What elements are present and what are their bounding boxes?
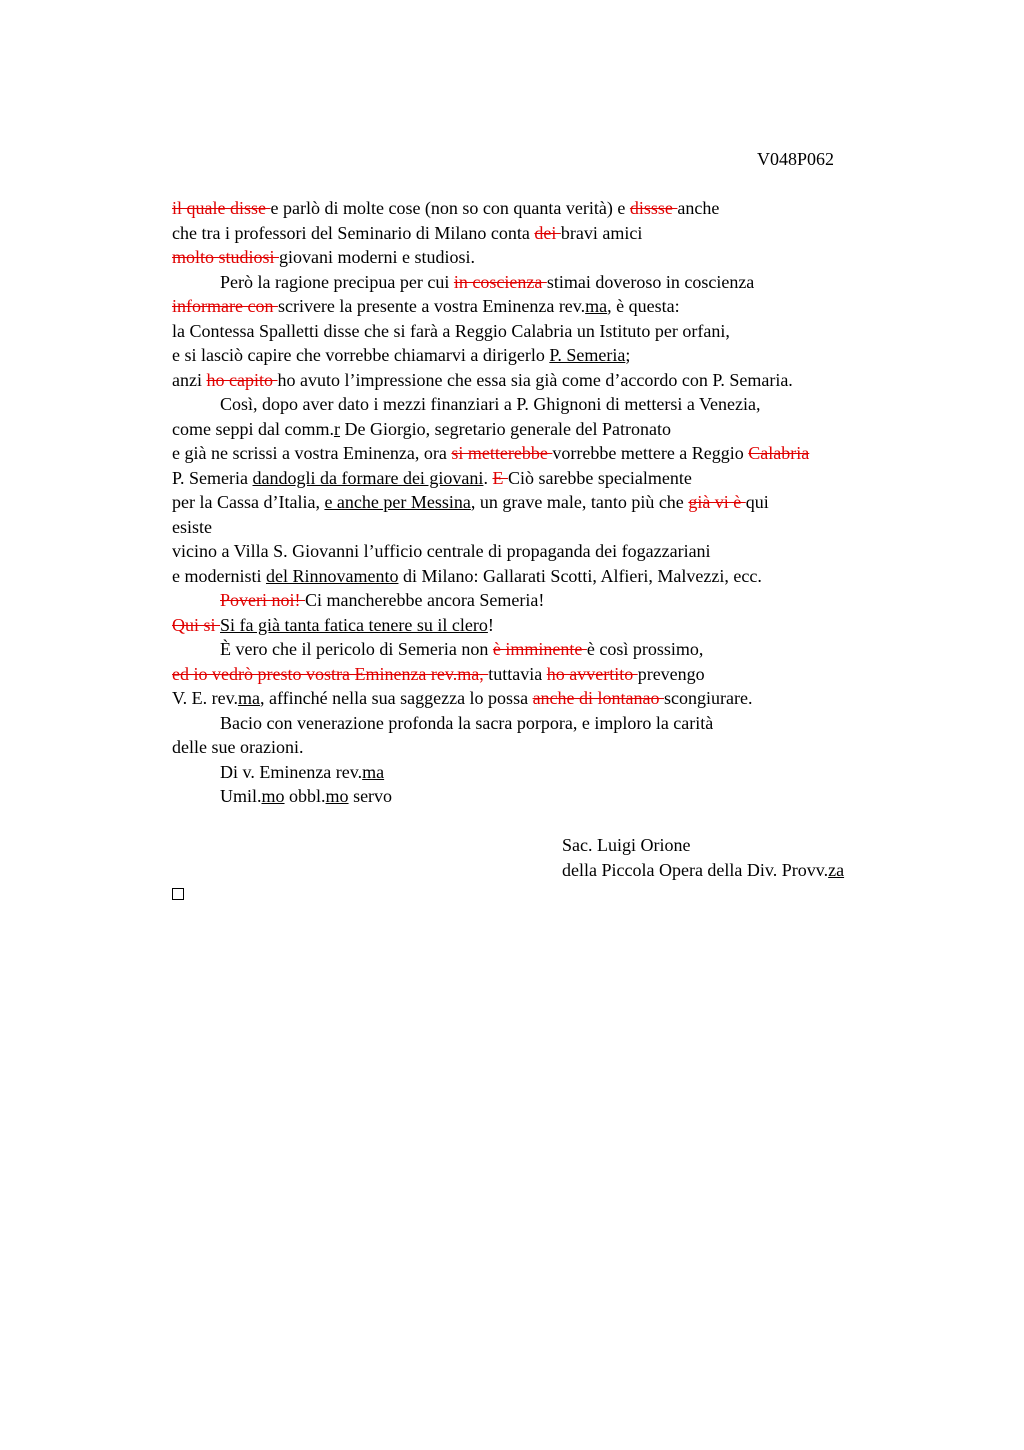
underlined-text: P. Semeria [549, 345, 626, 365]
text-segment: che tra i professori del Seminario di Milano conta [172, 222, 535, 243]
deleted-text: Qui si [172, 614, 221, 635]
end-mark [172, 882, 932, 907]
deleted-text: ho avvertito [546, 663, 638, 684]
text-segment: vicino a Villa S. Giovanni l’ufficio centrale di propaganda dei fogazzariani [172, 541, 711, 561]
underlined-text: mo [325, 786, 349, 806]
text-segment: De Giorgio, segretario generale del Patronato [339, 418, 672, 439]
underlined-text: ma [238, 688, 260, 708]
deleted-text: Poveri noi! [220, 590, 305, 610]
letter-line [172, 735, 932, 760]
deleted-text: ho capito [206, 369, 278, 390]
text-segment: vorrebbe mettere a Reggio [552, 443, 749, 463]
deleted-text: molto studiosi [172, 247, 280, 267]
letter-line [172, 441, 932, 466]
text-segment: Ci mancherebbe ancora Semeria! [305, 590, 545, 610]
letter-line [172, 343, 932, 368]
underlined-text: za [828, 859, 845, 880]
letter-line [172, 564, 932, 589]
text-segment: di Milano: Gallarati Scotti, Alfieri, Malvezzi, ecc. [398, 565, 762, 586]
text-segment: giovani moderni e studiosi. [279, 247, 475, 267]
underlined-text: Si fa già tanta fatica tenere su il clero [220, 614, 488, 635]
text-segment: e già ne scrissi a vostra Eminenza, ora [172, 443, 452, 463]
letter-line [172, 760, 932, 785]
signature-line [172, 833, 932, 858]
text-segment: è così prossimo, [586, 639, 704, 659]
deleted-text: informare con [172, 296, 278, 316]
text-segment: come seppi dal comm. [172, 418, 334, 439]
text-segment: , è questa: [607, 296, 680, 316]
letter-line [172, 711, 932, 736]
text-segment: stimai doveroso in coscienza [546, 271, 755, 292]
deleted-text: E [492, 467, 508, 488]
letter-line [172, 539, 932, 564]
text-segment: e si lasciò capire che vorrebbe chiamarvi a dirigerlo [172, 345, 550, 365]
underlined-text: ma [362, 761, 385, 782]
letter-line [172, 368, 932, 393]
text-segment: . [483, 467, 493, 488]
letter-line [172, 490, 932, 515]
deleted-text: anche di lontanao [532, 688, 665, 708]
letter-line [172, 686, 932, 711]
letter-lines [172, 196, 932, 809]
letter-line [172, 392, 932, 417]
text-segment: anche [677, 198, 720, 218]
letter-line [172, 613, 932, 638]
deleted-text: in coscienza [453, 271, 547, 292]
text-segment: Bacio con venerazione profonda la sacra porpora, e imploro la carità [220, 712, 714, 733]
text-segment: tuttavia [488, 663, 547, 684]
underlined-text: ma [585, 296, 608, 316]
text-segment: bravi amici [560, 222, 643, 243]
letter-line [172, 319, 932, 344]
deleted-text: il quale disse [172, 198, 271, 218]
text-segment: Di v. Eminenza rev. [220, 761, 363, 782]
text-segment: scongiurare. [664, 688, 753, 708]
letter-line [172, 515, 932, 540]
text-segment: È vero che il pericolo di Semeria non [220, 639, 493, 659]
letter-line [172, 417, 932, 442]
underlined-text: del Rinnovamento [265, 565, 399, 586]
text-segment: esiste [172, 516, 212, 537]
letter-line [172, 270, 932, 295]
text-segment: Sac. Luigi Orione [562, 835, 691, 855]
page-identifier: V048P062 [757, 149, 835, 169]
text-segment: della Piccola Opera della Div. Provv. [562, 859, 829, 880]
signature-block [172, 833, 932, 882]
text-segment: P. Semeria [172, 467, 253, 488]
letter-line [172, 588, 932, 613]
letter-line [172, 662, 932, 687]
deleted-text: ed io vedrò presto vostra Eminenza rev.ma, [172, 663, 489, 684]
deleted-text: è imminente [492, 639, 587, 659]
text-segment: delle sue orazioni. [172, 737, 304, 757]
text-segment: ! [487, 614, 494, 635]
underlined-text: r [333, 418, 340, 439]
text-segment: per la Cassa d’Italia, [172, 492, 325, 512]
text-segment: Umil. [220, 786, 262, 806]
text-segment: , affinché nella sua saggezza lo possa [260, 688, 533, 708]
deleted-text: dei [534, 222, 561, 243]
text-segment: ; [625, 345, 631, 365]
letter-line [172, 784, 932, 809]
underlined-text: mo [261, 786, 285, 806]
text-segment: prevengo [637, 663, 705, 684]
text-segment: ho avuto l’impressione che essa sia già come d’accordo con P. Semaria. [277, 369, 793, 390]
signature-line [172, 858, 932, 883]
letter-line [172, 294, 932, 319]
text-segment: Però la ragione precipua per cui [220, 271, 454, 292]
text-segment: la Contessa Spalletti disse che si farà a Reggio Calabria un Istituto per orfani, [172, 320, 730, 341]
letter-line [172, 466, 932, 491]
text-segment: , un grave male, tanto più che [470, 492, 689, 512]
letter-body [172, 196, 932, 907]
text-segment: Ciò sarebbe specialmente [507, 467, 692, 488]
letter-line [172, 245, 932, 270]
letter-line [172, 196, 932, 221]
letter-line [172, 637, 932, 662]
text-segment: V. E. rev. [172, 688, 238, 708]
deleted-text: già vi è [688, 492, 746, 512]
underlined-text: e anche per Messina [324, 492, 471, 512]
deleted-text: dissse [629, 198, 678, 218]
text-segment: servo [348, 786, 393, 806]
text-segment: qui [745, 492, 769, 512]
letter-line [172, 221, 932, 246]
underlined-text: dandogli da formare dei giovani [252, 467, 484, 488]
text-segment: e parlò di molte cose (non so con quanta verità) e [270, 198, 630, 218]
signature-spacer [172, 809, 932, 834]
deleted-text: si metterebbe [451, 443, 553, 463]
text-segment: e modernisti [172, 565, 266, 586]
empty-square-icon [172, 888, 184, 900]
text-segment: anzi [172, 369, 207, 390]
text-segment: obbl. [284, 786, 326, 806]
text-segment: scrivere la presente a vostra Eminenza rev. [277, 296, 586, 316]
deleted-text: Calabria [748, 443, 810, 463]
text-segment: Così, dopo aver dato i mezzi finanziari a P. Ghignoni di mettersi a Venezia, [220, 394, 761, 414]
